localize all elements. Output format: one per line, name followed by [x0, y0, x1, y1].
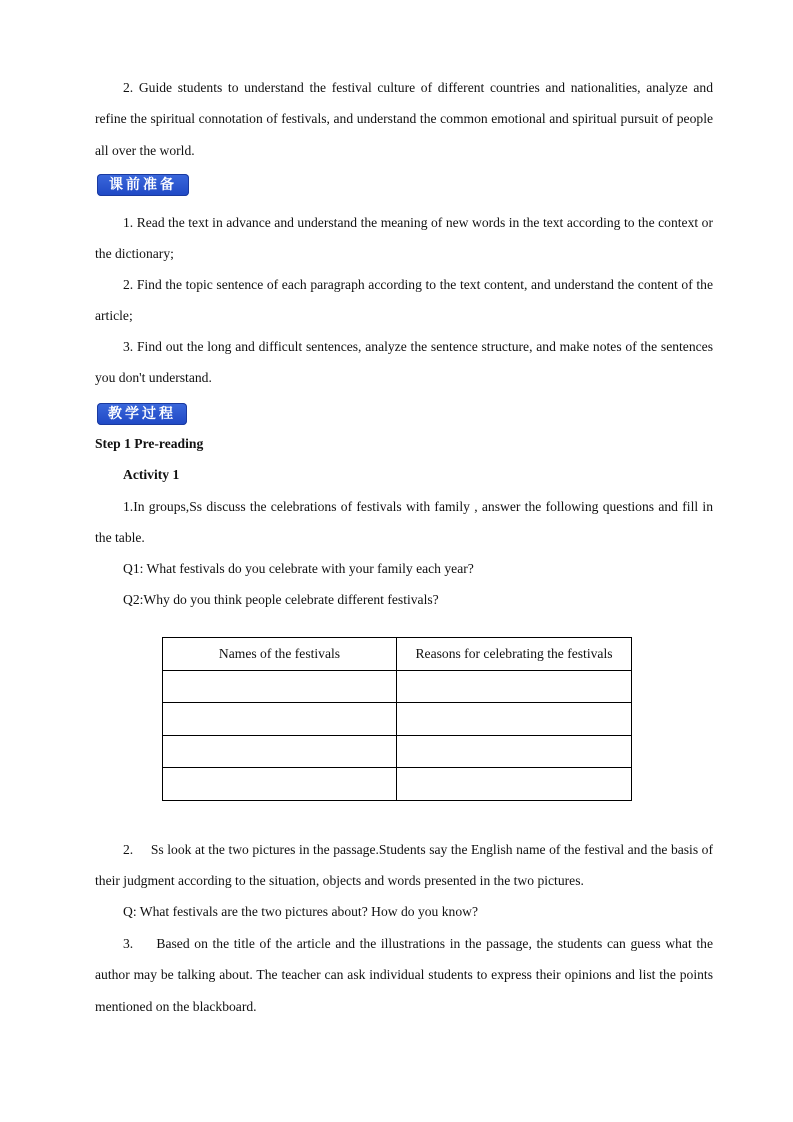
- question-item-2: Q: What festivals are the two pictures about? How do you know?: [123, 904, 478, 919]
- table-cell[interactable]: [397, 670, 632, 703]
- table-row: [163, 768, 632, 801]
- objective-item-2: 2. Guide students to understand the festival culture of different countries and nationalities, analyze and refine the spiritual connotation of festivals, and understand the common emotional and spiritual pursuit of people all over the world.: [95, 80, 713, 158]
- step1-heading: Step 1 Pre-reading: [95, 436, 204, 451]
- prep-item-3: 3. Find out the long and difficult sentences, analyze the sentence structure, and make notes of the sentences you don't understand.: [95, 339, 713, 386]
- activity1-item-2: 2. Ss look at the two pictures in the passage.Students say the English name of the festival and the basis of their judgment according to the situation, objects and words presented in the two pictures.: [95, 842, 713, 889]
- table-header-row: [163, 638, 632, 671]
- question-1: Q1: What festivals do you celebrate with your family each year?: [123, 561, 474, 576]
- table-cell[interactable]: [163, 735, 397, 768]
- prep-banner: 课前准备: [97, 174, 189, 196]
- prep-item-1: 1. Read the text in advance and understand the meaning of new words in the text according to the context or the dictionary;: [95, 215, 713, 262]
- process-banner: 教学过程: [97, 403, 187, 425]
- table-cell[interactable]: [397, 735, 632, 768]
- table-cell[interactable]: [163, 703, 397, 736]
- table-row: [163, 735, 632, 768]
- table-header-reasons: Reasons for celebrating the festivals: [397, 638, 632, 671]
- table-cell[interactable]: [163, 768, 397, 801]
- table-cell[interactable]: [397, 768, 632, 801]
- activity1-item-1: 1.In groups,Ss discuss the celebrations of festivals with family , answer the following questions and fill in the table.: [95, 499, 713, 546]
- table-cell[interactable]: [397, 703, 632, 736]
- activity1-item-3: 3. Based on the title of the article and the illustrations in the passage, the students can guess what the author may be talking about. The teacher can ask individual students to express their opinions and list the points mentioned on the blackboard.: [95, 936, 713, 1014]
- question-2: Q2:Why do you think people celebrate different festivals?: [123, 592, 439, 607]
- prep-item-2: 2. Find the topic sentence of each paragraph according to the text content, and understand the content of the article;: [95, 277, 713, 324]
- table-row: [163, 703, 632, 736]
- table-cell[interactable]: [163, 670, 397, 703]
- table-header-names: Names of the festivals: [163, 638, 397, 671]
- festivals-table: [162, 637, 632, 801]
- activity1-heading: Activity 1: [123, 467, 180, 482]
- table-row: [163, 670, 632, 703]
